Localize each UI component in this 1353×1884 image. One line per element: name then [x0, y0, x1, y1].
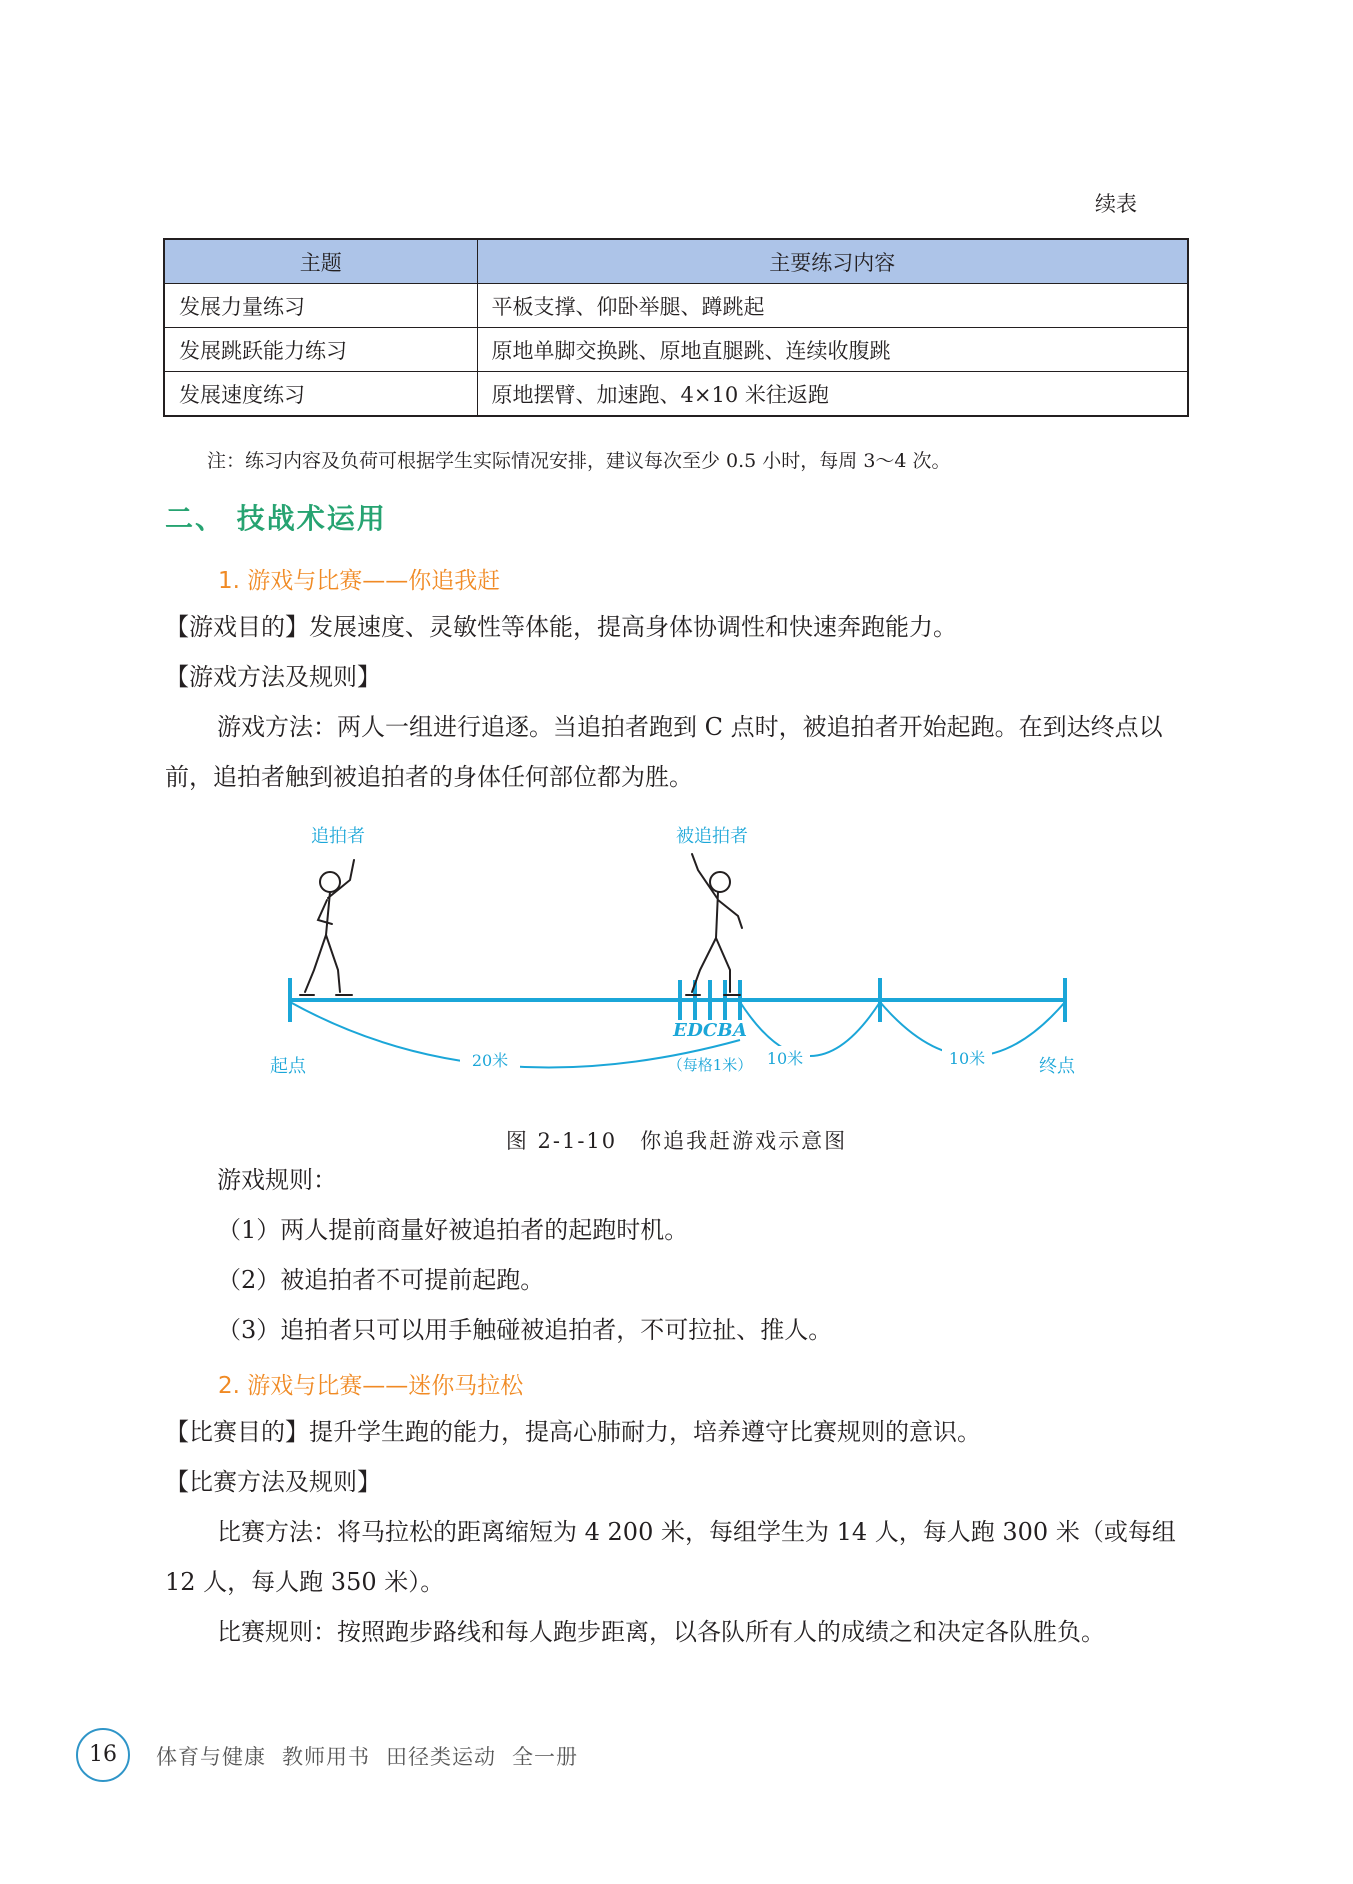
game2-method-heading: 【比赛方法及规则】 [165, 1468, 381, 1496]
table-row [164, 328, 1188, 372]
table-cell-content: 平板支撑、仰卧举腿、蹲跳起 [477, 284, 1188, 328]
chaser-figure [300, 860, 354, 995]
section-title: 二、 技战术运用 [165, 502, 387, 535]
game1-title: 1. 游戏与比赛——你追我赶 [218, 568, 501, 594]
footer-volume: 全一册 [512, 1745, 578, 1769]
table-note: 注：练习内容及负荷可根据学生实际情况安排，建议每次至少 0.5 小时，每周 3～4 次。 [207, 450, 951, 472]
distance-10m-label-1: 10米 [766, 1049, 804, 1068]
game2-method: 比赛方法：将马拉松的距离缩短为 4 200 米，每组学生为 14 人，每人跑 300 米（或每组 12 人，每人跑 350 米）。 [165, 1518, 1176, 1596]
game1-rule-1: （1）两人提前商量好被追拍者的起跑时机。 [217, 1216, 689, 1244]
game1-method-heading: 【游戏方法及规则】 [165, 663, 381, 691]
chased-figure [686, 854, 742, 995]
marker-label-b: B [717, 1020, 733, 1041]
chased-label: 被追拍者 [676, 826, 748, 847]
table-header-content: 主要练习内容 [477, 239, 1188, 284]
marker-label-d: D [687, 1020, 703, 1041]
end-label: 终点 [1039, 1056, 1075, 1077]
practice-table [163, 238, 1189, 417]
game1-purpose: 【游戏目的】发展速度、灵敏性等体能，提高身体协调性和快速奔跑能力。 [165, 613, 957, 641]
chaser-label: 追拍者 [311, 826, 365, 847]
continued-table-label: 续表 [1095, 192, 1137, 216]
game1-rules-heading: 游戏规则： [217, 1166, 337, 1194]
footer-type: 教师用书 [282, 1745, 370, 1769]
chase-game-diagram [260, 820, 1100, 1090]
page-number: 16 [76, 1728, 130, 1782]
start-label: 起点 [270, 1056, 306, 1077]
game2-purpose: 【比赛目的】提升学生跑的能力，提高心肺耐力，培养遵守比赛规则的意识。 [165, 1418, 981, 1446]
marker-label-c: C [702, 1020, 718, 1041]
marker-label-e: E [673, 1020, 687, 1041]
marker-label-a: A [733, 1020, 747, 1041]
table-header-topic: 主题 [164, 239, 477, 284]
table-row [164, 284, 1188, 328]
table-cell-topic: 发展力量练习 [164, 284, 477, 328]
table-cell-content: 原地摆臂、加速跑、4×10 米往返跑 [477, 372, 1188, 417]
footer-book: 体育与健康 [156, 1745, 266, 1769]
footer-book-info [156, 1741, 594, 1771]
distance-20m-label: 20米 [471, 1051, 509, 1070]
game2-title: 2. 游戏与比赛——迷你马拉松 [218, 1373, 524, 1399]
table-cell-topic: 发展跳跃能力练习 [164, 328, 477, 372]
marker-spacing-note: （每格1米） [667, 1056, 753, 1074]
table-cell-topic: 发展速度练习 [164, 372, 477, 417]
figure-caption: 图 2-1-10 你追我赶游戏示意图 [505, 1129, 848, 1153]
table-row [164, 372, 1188, 417]
table-cell-content: 原地单脚交换跳、原地直腿跳、连续收腹跳 [477, 328, 1188, 372]
distance-10m-label-2: 10米 [948, 1049, 986, 1068]
game1-method: 游戏方法：两人一组进行追逐。当追拍者跑到 C 点时，被追拍者开始起跑。在到达终点以前，追拍者触到被追拍者的身体任何部位都为胜。 [165, 713, 1163, 791]
game1-rule-3: （3）追拍者只可以用手触碰被追拍者，不可拉扯、推人。 [217, 1316, 833, 1344]
game2-rules: 比赛规则：按照跑步路线和每人跑步距离，以各队所有人的成绩之和决定各队胜负。 [217, 1618, 1105, 1646]
footer-topic: 田径类运动 [386, 1745, 496, 1769]
game1-rule-2: （2）被追拍者不可提前起跑。 [217, 1266, 545, 1294]
table-header-row [164, 239, 1188, 284]
